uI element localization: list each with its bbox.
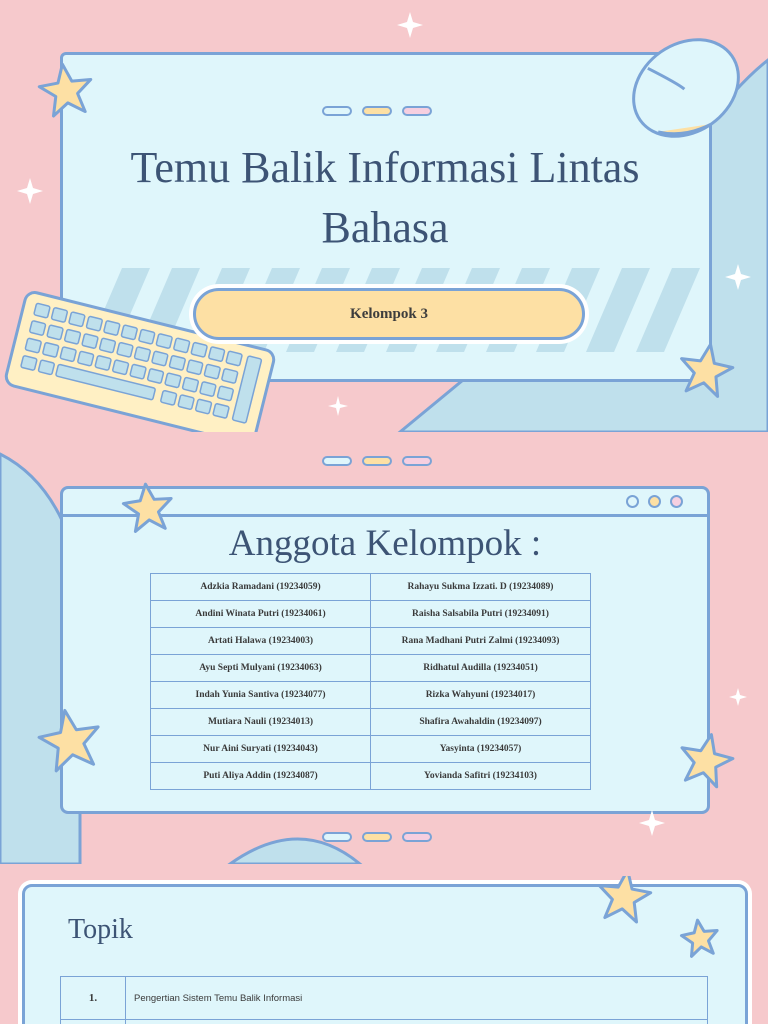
pill-pink xyxy=(402,106,432,116)
member-cell: Rahayu Sukma Izzati. D (19234089) xyxy=(371,574,591,601)
member-cell: Yasyinta (19234057) xyxy=(371,736,591,763)
member-cell: Rana Madhani Putri Zalmi (19234093) xyxy=(371,628,591,655)
topic-number: 1. xyxy=(61,977,126,1020)
topics-heading: Topik xyxy=(68,914,133,945)
slide-topics xyxy=(0,876,768,1024)
member-cell: Ridhatul Audilla (19234051) xyxy=(371,655,591,682)
members-heading: Anggota Kelompok : xyxy=(228,523,542,564)
mouse-icon xyxy=(615,20,757,156)
slide-members xyxy=(0,444,768,864)
slide-title-text: Temu Balik Informasi Lintas Bahasa xyxy=(130,143,640,252)
member-cell: Artati Halawa (19234003) xyxy=(151,628,371,655)
member-cell: Raisha Salsabila Putri (19234091) xyxy=(371,601,591,628)
star-icon xyxy=(676,729,737,789)
topic-text: Pengertian Sistem Temu Balik Informasi xyxy=(126,977,708,1020)
sparkle-icon xyxy=(639,810,665,836)
member-cell: Ayu Septi Mulyani (19234063) xyxy=(151,655,371,682)
sparkle-icon xyxy=(328,396,348,416)
pill-blue xyxy=(322,106,352,116)
slide3-decorations xyxy=(0,876,768,1024)
group-label: Kelompok 3 xyxy=(350,305,428,322)
sparkle-icon xyxy=(729,688,747,706)
member-cell: Adzkia Ramadani (19234059) xyxy=(151,574,371,601)
pill-yellow xyxy=(362,106,392,116)
member-cell: Indah Yunia Santiva (19234077) xyxy=(151,682,371,709)
member-cell: Mutiara Nauli (19234013) xyxy=(151,709,371,736)
member-cell: Andini Winata Putri (19234061) xyxy=(151,601,371,628)
slide-title xyxy=(0,0,768,432)
member-cell: Puti Aliya Addin (19234087) xyxy=(151,763,371,790)
member-cell: Shafira Awahaldin (19234097) xyxy=(371,709,591,736)
star-icon xyxy=(35,705,104,773)
star-icon xyxy=(122,482,175,533)
sparkle-icon xyxy=(17,178,43,204)
group-label-pill xyxy=(193,288,585,340)
member-cell: Nur Aini Suryati (19234043) xyxy=(151,736,371,763)
member-cell: Rizka Wahyuni (19234017) xyxy=(371,682,591,709)
star-icon xyxy=(37,61,95,118)
star-icon xyxy=(595,876,653,923)
member-cell: Yovianda Safitri (19234103) xyxy=(371,763,591,790)
slide2-foreground-decorations xyxy=(0,444,768,864)
star-icon xyxy=(680,918,721,958)
sparkle-icon xyxy=(397,12,423,38)
slide1-pill-dots xyxy=(322,106,432,116)
star-icon xyxy=(676,340,736,398)
sparkle-icon xyxy=(725,264,751,290)
